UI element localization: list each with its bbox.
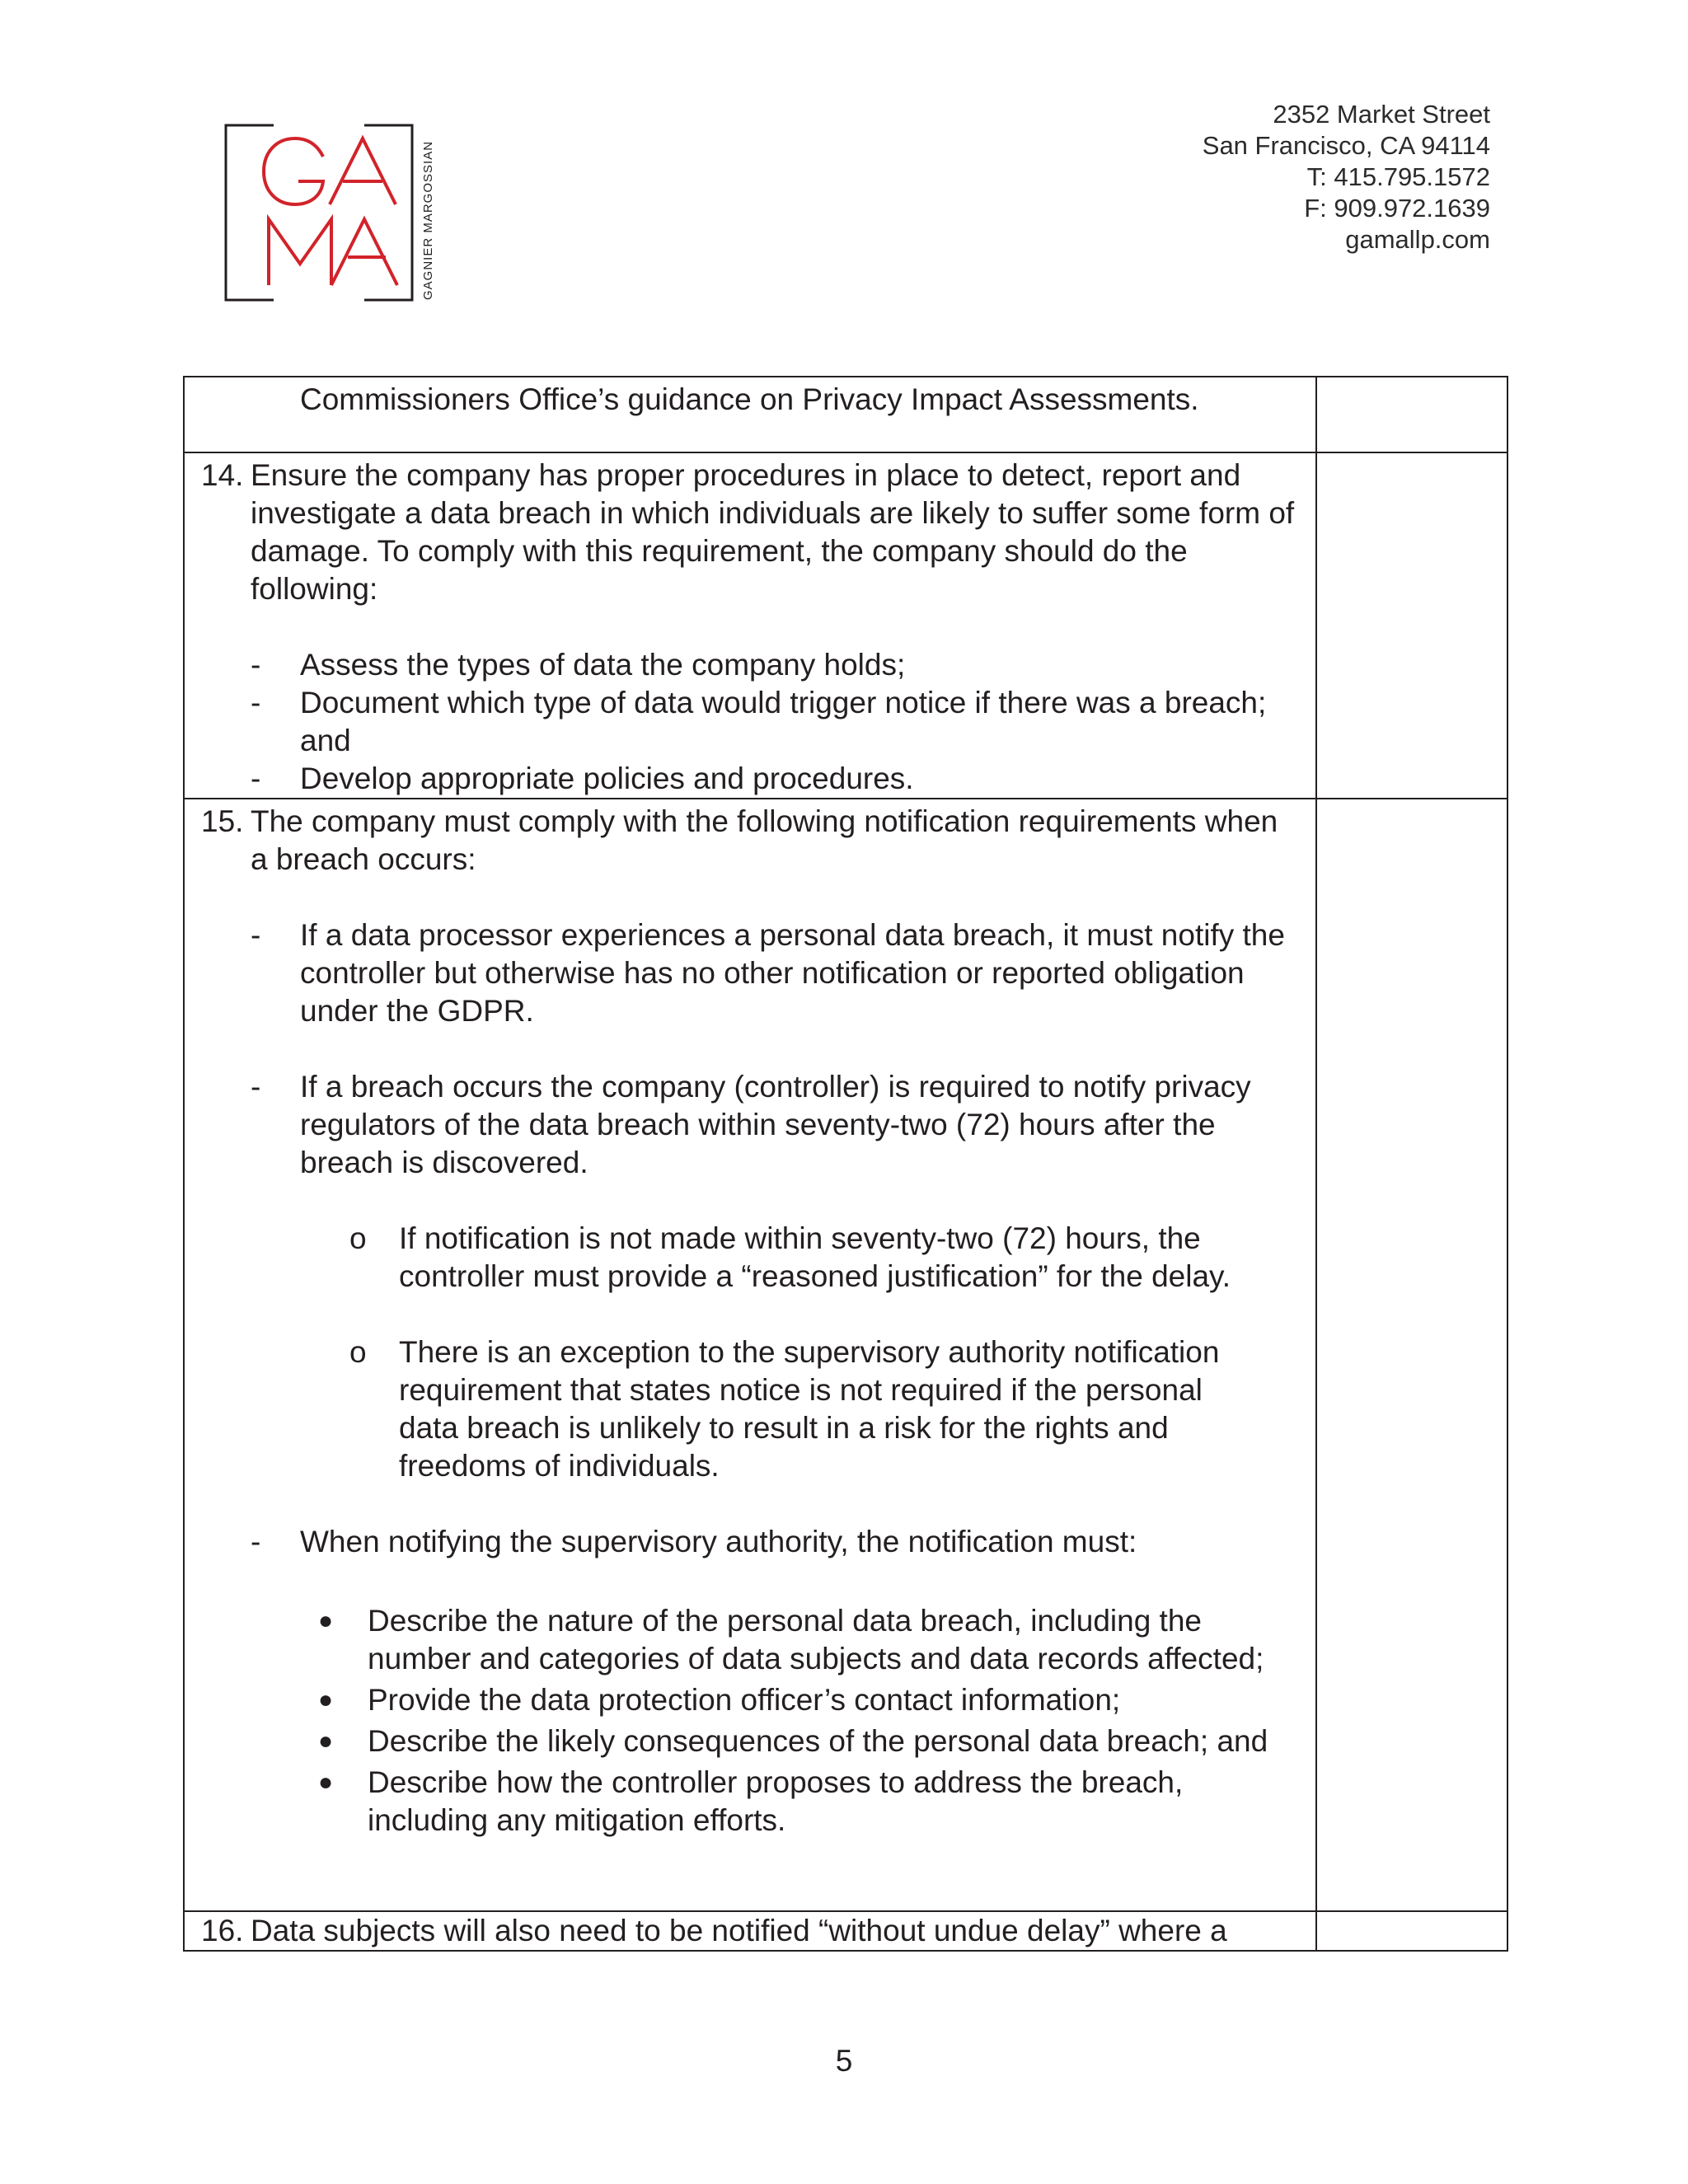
table-row: [184, 1911, 1507, 1951]
dash-marker: -: [251, 648, 261, 682]
letterhead-address: [1203, 99, 1490, 255]
row-15-bullet-1: Describe the nature of the personal data breach, including the number and categories of data subjects and data records affected;: [368, 1604, 1264, 1675]
row-15-item-2: If a breach occurs the company (controller) is required to notify privacy regulators of the data breach within seventy-two (72) hours after the breach is discovered.: [300, 1070, 1251, 1179]
row-15-content: [184, 799, 1316, 1911]
row-16-content: [184, 1911, 1316, 1951]
row-15-intro: The company must comply with the following notification requirements when a breach occurs:: [251, 804, 1278, 876]
row-15-bullet-3: Describe the likely consequences of the personal data breach; and: [368, 1724, 1268, 1758]
row-14-item-2: Document which type of data would trigger notice if there was a breach; and: [300, 686, 1267, 757]
bullet-marker: ●: [318, 1607, 334, 1634]
dash-marker: -: [251, 918, 261, 952]
row-13-text: Commissioners Office’s guidance on Privacy Impact Assessments.: [300, 382, 1199, 416]
row-16-number: 16.: [201, 1914, 244, 1947]
list-item: [318, 1602, 1302, 1678]
row-16-text: Data subjects will also need to be notified “without undue delay” where a: [251, 1914, 1227, 1947]
list-item: [349, 1333, 1302, 1485]
table-row: [184, 377, 1507, 452]
list-item: [251, 646, 1302, 684]
list-item: [318, 1681, 1302, 1719]
address-fax: F: 909.972.1639: [1304, 194, 1490, 223]
address-street: 2352 Market Street: [1273, 100, 1490, 129]
row-14-item-3: Develop appropriate policies and procedures.: [300, 762, 914, 795]
page-number: 5: [835, 2044, 853, 2078]
circle-marker: o: [349, 1335, 367, 1369]
bullet-marker: ●: [318, 1769, 334, 1796]
firm-name-vertical: GAGNIER MARGOSSIAN: [421, 140, 435, 300]
dash-marker: -: [251, 686, 261, 719]
row-14-number: 14.: [201, 458, 244, 492]
row-15-item-3: When notifying the supervisory authority, the notification must:: [300, 1525, 1137, 1558]
firm-logo: [224, 124, 463, 313]
row-15-number: 15.: [201, 804, 244, 838]
row-15-check-cell: [1316, 799, 1507, 1911]
bullet-marker: ●: [318, 1686, 334, 1713]
row-15-item-1: If a data processor experiences a personal data breach, it must notify the controller but otherwise has no other notification or reported obligation under the GDPR.: [300, 918, 1285, 1028]
row-13-content: [184, 377, 1316, 452]
address-website: gamallp.com: [1345, 225, 1490, 254]
circle-marker: o: [349, 1221, 367, 1255]
row-15-bullet-2: Provide the data protection officer’s contact information;: [368, 1683, 1121, 1717]
list-item: [251, 916, 1302, 1030]
dash-marker: -: [251, 1525, 261, 1558]
table-row: [184, 452, 1507, 799]
dash-marker: -: [251, 762, 261, 795]
list-item: [349, 1220, 1302, 1296]
row-14-content: [184, 452, 1316, 799]
list-item: [251, 760, 1302, 798]
row-14-intro: Ensure the company has proper procedures in place to detect, report and investigate a data breach in which individuals are likely to suffer some form of damage. To comply with this requirement, the company should do the following:: [251, 458, 1295, 606]
row-15-sub-2: There is an exception to the supervisory authority notification requirement that states notice is not required if the personal data breach is unlikely to result in a risk for the rights and freedoms of individuals.: [399, 1335, 1220, 1483]
list-item: [251, 684, 1302, 760]
bullet-marker: ●: [318, 1727, 334, 1755]
gama-logo-mark: [224, 124, 463, 313]
address-city: San Francisco, CA 94114: [1202, 131, 1490, 160]
dash-marker: -: [251, 1070, 261, 1104]
row-13-check-cell: [1316, 377, 1507, 452]
list-item: [251, 1523, 1302, 1561]
address-phone: T: 415.795.1572: [1306, 162, 1490, 191]
list-item: [251, 1068, 1302, 1182]
row-15-sub-1: If notification is not made within seventy-two (72) hours, the controller must provide a “reasoned justification” for the delay.: [399, 1221, 1231, 1293]
checklist-table: [183, 376, 1508, 1952]
list-item: [318, 1764, 1302, 1840]
row-15-bullet-4: Describe how the controller proposes to address the breach, including any mitigation efforts.: [368, 1765, 1184, 1837]
table-row: [184, 799, 1507, 1911]
row-14-item-1: Assess the types of data the company holds;: [300, 648, 906, 682]
row-14-check-cell: [1316, 452, 1507, 799]
list-item: [318, 1722, 1302, 1760]
row-16-check-cell: [1316, 1911, 1507, 1951]
